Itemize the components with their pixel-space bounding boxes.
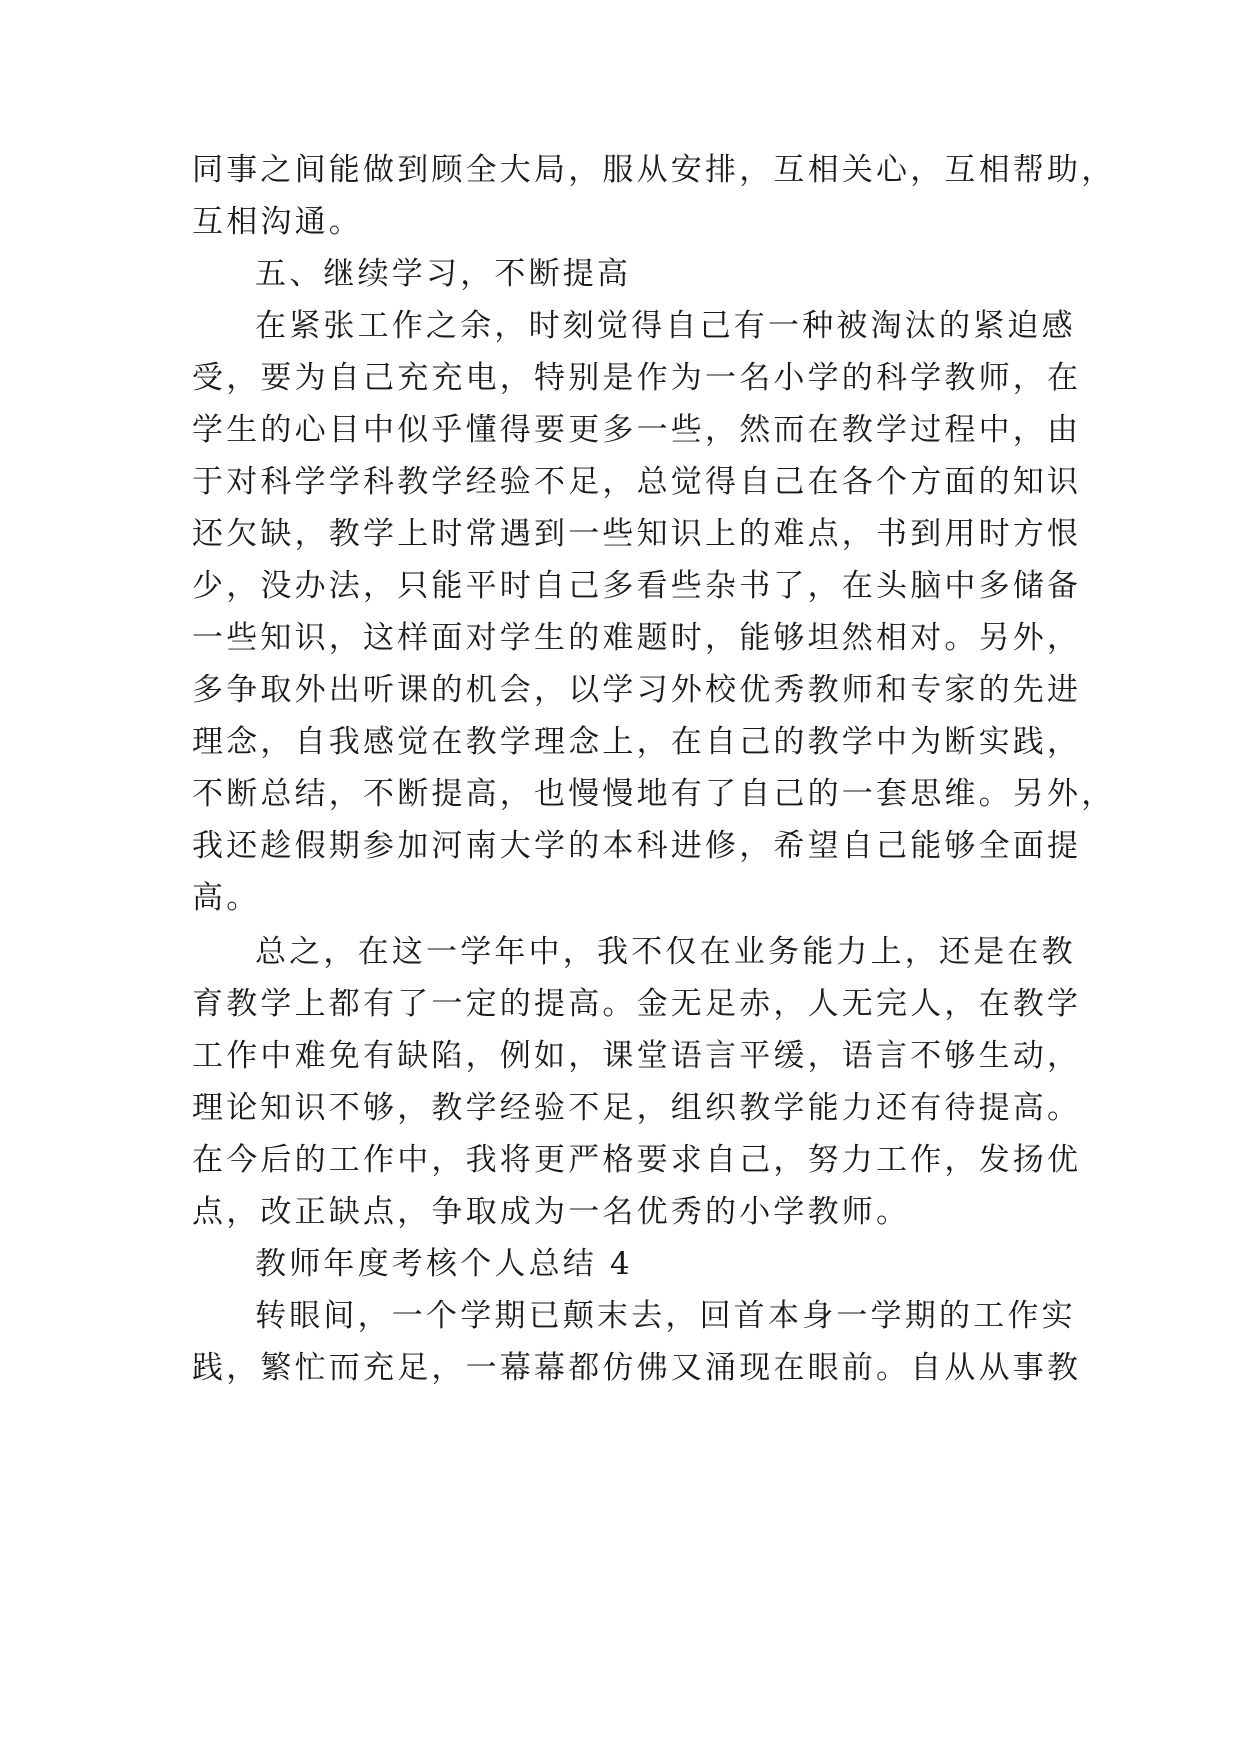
text-line: 育教学上都有了一定的提高。金无足赤，人无完人，在教学	[192, 986, 1082, 1022]
section-heading: 教师年度考核个人总结 4	[255, 1246, 633, 1282]
text-line: 点，改正缺点，争取成为一名优秀的小学教师。	[192, 1194, 911, 1230]
text-line: 少，没办法，只能平时自己多看些杂书了，在头脑中多储备	[192, 568, 1082, 604]
text-line: 理念，自我感觉在教学理念上，在自己的教学中为断实践，	[192, 724, 1082, 760]
text-line: 在今后的工作中，我将更严格要求自己，努力工作，发扬优	[192, 1142, 1082, 1178]
text-line: 同事之间能做到顾全大局，服从安排，互相关心，互相帮助，	[192, 152, 1116, 188]
text-line: 理论知识不够，教学经验不足，组织教学能力还有待提高。	[192, 1090, 1082, 1126]
text-line: 在紧张工作之余，时刻觉得自己有一种被淘汰的紧迫感	[255, 308, 1076, 344]
text-line: 践，繁忙而充足，一幕幕都仿佛又涌现在眼前。自从从事教	[192, 1350, 1082, 1386]
text-line: 工作中难免有缺陷，例如，课堂语言平缓，语言不够生动，	[192, 1038, 1082, 1074]
text-line: 一些知识，这样面对学生的难题时，能够坦然相对。另外，	[192, 620, 1082, 656]
text-line: 学生的心目中似乎懂得要更多一些，然而在教学过程中，由	[192, 412, 1082, 448]
text-line: 我还趁假期参加河南大学的本科进修，希望自己能够全面提	[192, 828, 1082, 864]
text-line: 还欠缺，教学上时常遇到一些知识上的难点，书到用时方恨	[192, 516, 1082, 552]
text-line: 不断总结，不断提高，也慢慢地有了自己的一套思维。另外，	[192, 776, 1116, 812]
text-line: 总之，在这一学年中，我不仅在业务能力上，还是在教	[255, 934, 1076, 970]
text-line: 互相沟通。	[192, 204, 363, 240]
text-line: 受，要为自己充充电，特别是作为一名小学的科学教师，在	[192, 360, 1082, 396]
text-line: 于对科学学科教学经验不足，总觉得自己在各个方面的知识	[192, 464, 1082, 500]
text-line: 转眼间，一个学期已颠末去，回首本身一学期的工作实	[255, 1298, 1076, 1334]
text-line: 多争取外出听课的机会，以学习外校优秀教师和专家的先进	[192, 672, 1082, 708]
section-heading: 五、继续学习，不断提高	[255, 256, 632, 292]
text-line: 高。	[192, 880, 261, 916]
